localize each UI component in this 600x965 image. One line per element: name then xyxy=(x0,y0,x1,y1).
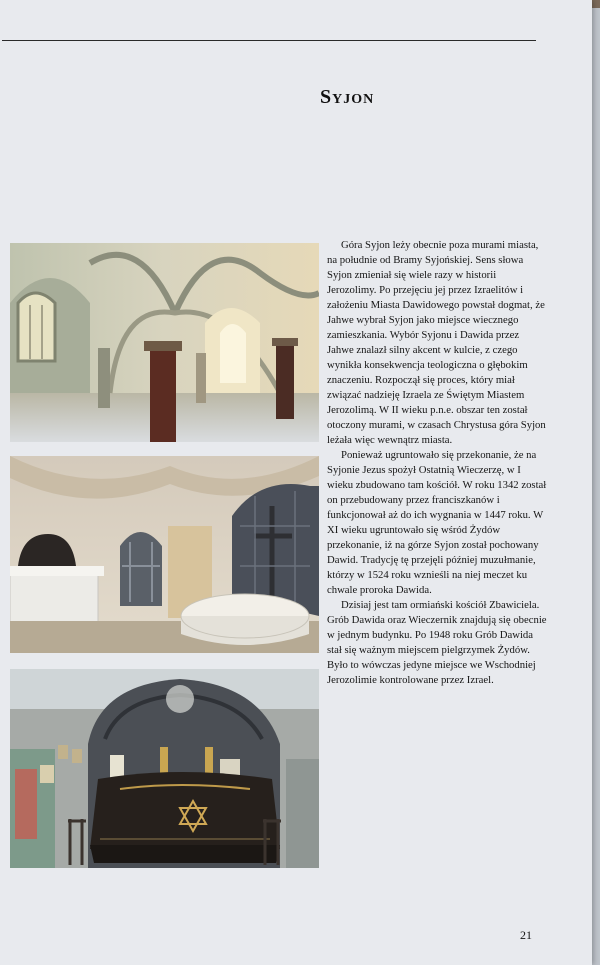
article-body xyxy=(327,238,547,688)
photo-tomb-chamber xyxy=(10,456,319,653)
paragraph-3: Dzisiaj jest tam ormiański kościół Zbawiciela. Grób Dawida oraz Wieczernik znajdują się obecnie w jednym budynku. Po 1948 roku Grób Dawida stał się ważnym miejscem pielgrzymek Żydów. Było to wówczas jedyne miejsce we Wschodniej Jerozolimie kontrolowane przez Izrael. xyxy=(327,599,547,686)
header-rule xyxy=(2,40,536,41)
paragraph-1: Góra Syjon leży obecnie poza murami miasta, na południe od Bramy Syjońskiej. Sens słowa Syjon zmieniał się wiele razy w historii Jerozolimy. Po przejęciu jej przez Izraelitów i założeniu Miasta Dawidowego powstał dogmat, że Jahwe wybrał Syjon jako miejsce wiecznego zamieszkania. Wybór Syjonu i Dawida przez Jahwe znalazł silny akcent w kulcie, z czego wynikła konsekwencja teologiczna o głębokim znaczeniu. Rozpoczął się proces, który miał związać nadzieję Izraela ze Świętym Miastem Jerozolimą. W II wieku p.n.e. obszar ten został otoczony murami, w czasach Chrystusa góra Syjon leżała więc wewnątrz miasta. xyxy=(327,239,546,446)
page-title: Syjon xyxy=(320,86,375,108)
paragraph-2: Ponieważ ugruntowało się przekonanie, że na Syjonie Jezus spożył Ostatnią Wieczerzę, w I wieku zbudowano tam kościół. W roku 1342 został on przebudowany przez franciszkanów i funkcjonował aż do ich wygnania w 1447 roku. W XI wieku ugruntowało się wśród Żydów przekonanie, iż na górze Syjon został pochowany Dawid. Tradycję tę przejęli później muzułmanie, którzy w 1524 roku wznieśli na niej meczet ku chwale proroka Dawida. xyxy=(327,449,547,596)
photo-vaulted-hall xyxy=(10,243,319,442)
page-number: 21 xyxy=(520,928,532,942)
photo-tomb-of-david xyxy=(10,669,319,868)
